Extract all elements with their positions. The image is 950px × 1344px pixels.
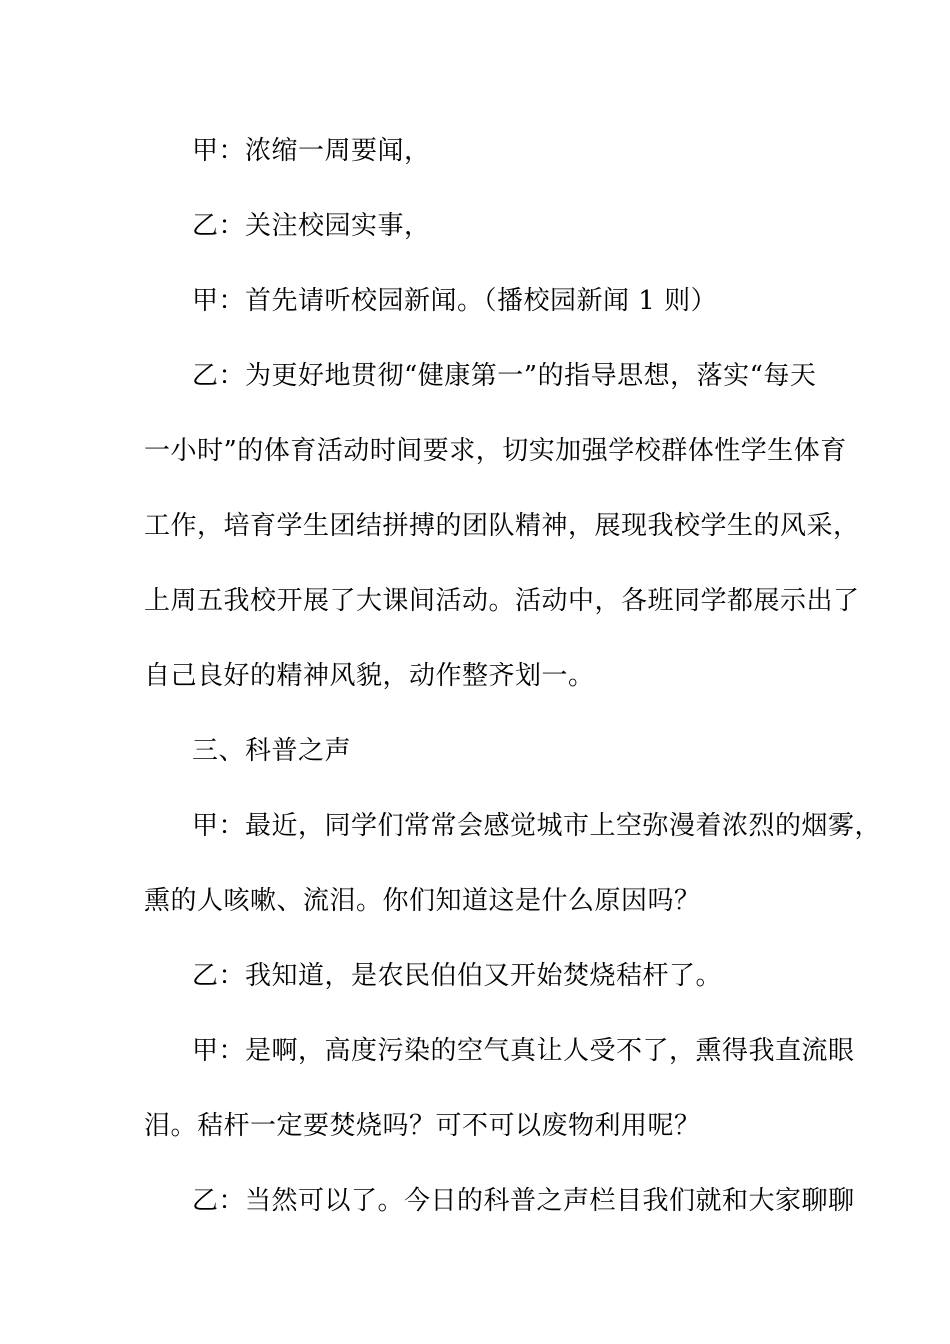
dialogue-line: 乙：为更好地贯彻“健康第一”的指导思想，落实“每天 (192, 361, 817, 391)
dialogue-line: 乙：关注校园实事， (192, 211, 431, 241)
dialogue-line: 甲：首先请听校园新闻。（播校园新闻 1 则） (192, 286, 718, 316)
dialogue-line: 甲：浓缩一周要闻， (192, 136, 431, 166)
section-heading: 三、科普之声 (192, 736, 352, 766)
text-line: 熏的人咳嗽、流泪。你们知道这是什么原因吗？ (144, 886, 701, 916)
text-line: 工作，培育学生团结拼搏的团队精神，展现我校学生的风采， (144, 511, 860, 541)
text-line: 一小时”的体育活动时间要求，切实加强学校群体性学生体育 (144, 436, 847, 466)
dialogue-line: 甲：最近，同学们常常会感觉城市上空弥漫着浓烈的烟雾， (192, 811, 882, 841)
dialogue-line: 乙：当然可以了。今日的科普之声栏目我们就和大家聊聊 (192, 1186, 855, 1216)
text-line: 自己良好的精神风貌，动作整齐划一。 (144, 661, 595, 691)
text-line: 上周五我校开展了大课间活动。活动中，各班同学都展示出了 (144, 586, 860, 616)
dialogue-line: 甲：是啊，高度污染的空气真让人受不了，熏得我直流眼 (192, 1036, 855, 1066)
text-line: 泪。秸杆一定要焚烧吗？可不可以废物利用呢？ (144, 1111, 701, 1141)
dialogue-line: 乙：我知道，是农民伯伯又开始焚烧秸杆了。 (192, 961, 723, 991)
